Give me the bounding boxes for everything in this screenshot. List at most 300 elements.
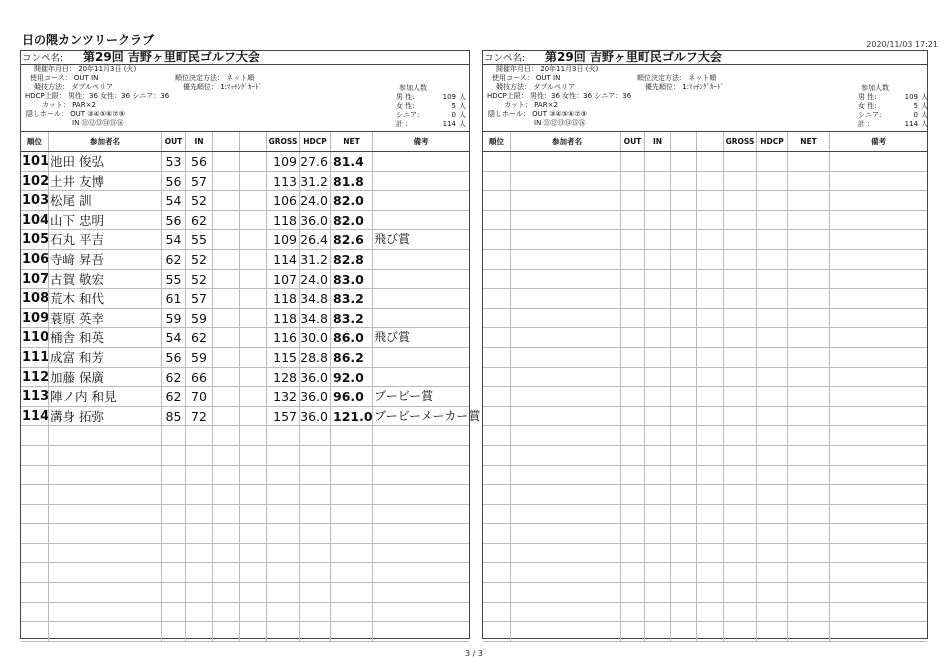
cell-name	[48, 505, 161, 524]
cell-out	[620, 426, 644, 445]
table-row	[21, 466, 469, 486]
cell-hdcp	[756, 211, 787, 230]
cell-b1	[212, 250, 239, 269]
cell-note	[829, 328, 927, 347]
cell-b2	[239, 603, 266, 622]
cell-in	[644, 152, 670, 171]
cell-name	[510, 466, 623, 485]
cell-gross: 109	[266, 230, 299, 249]
cell-rank: 104	[22, 212, 50, 228]
cell-net	[787, 407, 829, 426]
cell-b2	[239, 191, 266, 210]
cell-name	[48, 446, 161, 465]
cell-rank	[483, 466, 510, 485]
cell-b1	[212, 583, 239, 602]
cell-net	[330, 544, 372, 563]
cell-gross	[266, 544, 299, 563]
col-gross: GROSS	[266, 132, 299, 151]
cell-out	[620, 505, 644, 524]
cell-note	[829, 191, 927, 210]
cell-note	[829, 603, 927, 622]
cell-gross	[723, 387, 756, 406]
cell-rank	[483, 583, 510, 602]
cell-b2	[239, 524, 266, 543]
col-name: 参加者名	[48, 132, 161, 151]
cell-in: 62	[185, 211, 212, 230]
cell-hdcp	[299, 505, 330, 524]
table-row	[21, 446, 469, 466]
cell-net: 82.6	[330, 230, 372, 249]
cell-hdcp	[299, 622, 330, 641]
cell-b2	[696, 387, 722, 406]
cell-b1	[212, 622, 239, 641]
cell-out: 61	[161, 289, 185, 308]
table-row	[483, 583, 927, 603]
cell-gross	[266, 524, 299, 543]
cell-in	[644, 348, 670, 367]
cell-rank	[483, 563, 510, 582]
cell-in	[185, 426, 212, 445]
cell-in	[644, 446, 670, 465]
cell-b1	[212, 563, 239, 582]
cell-out	[161, 544, 185, 563]
cell-note	[372, 191, 469, 210]
cell-out	[620, 289, 644, 308]
cell-hdcp	[756, 172, 787, 191]
cell-name: 松尾 訓	[48, 191, 161, 210]
cell-net: 82.8	[330, 250, 372, 269]
cell-gross: 118	[266, 289, 299, 308]
cell-name	[510, 289, 623, 308]
cell-hdcp	[299, 524, 330, 543]
cell-in	[185, 544, 212, 563]
hdcp-line: HDCP上限： 男性：36 女性：36 シニア：36	[487, 92, 632, 100]
cell-out: 55	[161, 270, 185, 289]
cell-net	[330, 485, 372, 504]
cell-name	[510, 426, 623, 445]
cell-hdcp	[756, 544, 787, 563]
date-line: 開催年月日： 20年11月3日 (火)	[496, 65, 599, 73]
cell-out	[620, 583, 644, 602]
table-row	[483, 563, 927, 583]
cell-gross: 132	[266, 387, 299, 406]
cell-rank: 107	[22, 271, 50, 287]
table-row	[21, 230, 469, 250]
table-row	[21, 250, 469, 270]
cell-net	[787, 622, 829, 641]
cell-in: 56	[185, 152, 212, 171]
cell-in	[644, 603, 670, 622]
cell-in	[185, 563, 212, 582]
cell-in	[644, 583, 670, 602]
cell-out: 85	[161, 407, 185, 426]
cell-net	[787, 211, 829, 230]
cell-name	[510, 622, 623, 641]
cell-b1	[670, 505, 696, 524]
cell-net: 81.4	[330, 152, 372, 171]
col-note: 備考	[372, 132, 469, 151]
cell-name	[510, 368, 623, 387]
cell-name	[48, 466, 161, 485]
cell-out	[620, 211, 644, 230]
cell-out	[620, 309, 644, 328]
results-sheet-left	[20, 50, 481, 639]
cell-b2	[239, 309, 266, 328]
table-row	[21, 583, 469, 603]
cell-in: 57	[185, 289, 212, 308]
participants-title: 参加人数	[861, 84, 889, 92]
cell-note	[372, 446, 469, 465]
cell-name: 石丸 平吉	[48, 230, 161, 249]
cell-name	[510, 563, 623, 582]
cell-hdcp	[756, 368, 787, 387]
cell-b1	[212, 544, 239, 563]
cell-b2	[239, 387, 266, 406]
cell-hdcp	[299, 426, 330, 445]
cell-gross: 114	[266, 250, 299, 269]
cell-b1	[212, 407, 239, 426]
table-row	[483, 603, 927, 623]
cell-net	[330, 524, 372, 543]
cell-b1	[670, 407, 696, 426]
cell-name: 土井 友博	[48, 172, 161, 191]
col-out: OUT	[620, 132, 644, 151]
cell-in	[644, 328, 670, 347]
col-gross: GROSS	[723, 132, 756, 151]
cell-b1	[670, 368, 696, 387]
priority-line: 優先順位： 1:ﾏｯﾁﾝｸﾞｶｰﾄﾞ	[183, 83, 263, 91]
col-out: OUT	[161, 132, 185, 151]
cell-in: 52	[185, 250, 212, 269]
comp-title: 第29回 吉野ヶ里町民ゴルフ大会	[545, 50, 722, 64]
cell-hdcp	[756, 603, 787, 622]
cell-net	[330, 603, 372, 622]
cell-note	[372, 466, 469, 485]
cell-in	[644, 622, 670, 641]
cell-in	[644, 505, 670, 524]
cell-net: 82.0	[330, 191, 372, 210]
cell-b2	[239, 446, 266, 465]
col-in: IN	[185, 132, 212, 151]
cell-name	[510, 348, 623, 367]
cell-name: 陣ノ内 和見	[48, 387, 161, 406]
cell-b2	[239, 407, 266, 426]
cell-b1	[212, 387, 239, 406]
cell-b2	[696, 505, 722, 524]
cell-b1	[670, 583, 696, 602]
cell-net	[330, 622, 372, 641]
cell-out: 54	[161, 230, 185, 249]
ranking-method: 順位決定方法： ネット順	[637, 74, 717, 82]
cell-b2	[239, 583, 266, 602]
cell-gross	[266, 466, 299, 485]
cell-note	[372, 544, 469, 563]
cell-name: 池田 俊弘	[48, 152, 161, 171]
cell-b2	[239, 622, 266, 641]
cell-rank	[483, 328, 510, 347]
cell-b1	[670, 348, 696, 367]
cell-note	[829, 230, 927, 249]
cell-b1	[212, 446, 239, 465]
table-row	[483, 466, 927, 486]
cell-net	[787, 524, 829, 543]
cell-gross	[266, 426, 299, 445]
col-name: 参加者名	[510, 132, 623, 151]
cell-rank: 112	[22, 369, 50, 385]
cell-b2	[239, 328, 266, 347]
cell-note: 飛び賞	[372, 230, 469, 249]
count-female: 女 性: 5 人	[396, 102, 466, 110]
cell-hdcp	[756, 328, 787, 347]
cell-gross	[723, 309, 756, 328]
cell-hdcp	[756, 583, 787, 602]
cell-name	[48, 485, 161, 504]
cell-name	[510, 583, 623, 602]
cell-out	[620, 387, 644, 406]
cell-b1	[212, 466, 239, 485]
cell-rank	[483, 524, 510, 543]
cell-rank	[483, 485, 510, 504]
cell-rank	[21, 426, 48, 445]
cell-hdcp	[756, 250, 787, 269]
count-male: 男 性: 109 人	[396, 93, 466, 101]
cell-b1	[212, 230, 239, 249]
cell-net	[330, 505, 372, 524]
cell-out	[161, 466, 185, 485]
cell-hdcp	[299, 563, 330, 582]
participants-title: 参加人数	[399, 84, 427, 92]
cell-note	[829, 407, 927, 426]
cell-b2	[239, 485, 266, 504]
cell-b2	[239, 426, 266, 445]
table-row	[21, 563, 469, 583]
cell-out	[620, 368, 644, 387]
cell-note	[829, 152, 927, 171]
table-row	[483, 172, 927, 192]
cell-hdcp	[756, 309, 787, 328]
cell-hdcp: 31.2	[300, 173, 328, 189]
cell-out	[620, 622, 644, 641]
cell-net	[787, 191, 829, 210]
cell-in: 62	[185, 328, 212, 347]
cell-hdcp	[756, 524, 787, 543]
cell-rank	[21, 505, 48, 524]
cell-hdcp	[756, 152, 787, 171]
cell-gross	[723, 152, 756, 171]
cell-b1	[670, 563, 696, 582]
cell-gross	[266, 563, 299, 582]
cell-in	[644, 270, 670, 289]
col-hdcp: HDCP	[299, 132, 330, 151]
cell-in	[185, 622, 212, 641]
cell-in: 59	[185, 309, 212, 328]
cell-b1	[212, 289, 239, 308]
cell-b2	[696, 485, 722, 504]
cell-gross	[723, 191, 756, 210]
cell-out	[161, 446, 185, 465]
cell-hdcp	[756, 191, 787, 210]
cell-hdcp	[756, 622, 787, 641]
cell-gross	[723, 622, 756, 641]
cell-in	[644, 544, 670, 563]
cell-in	[644, 524, 670, 543]
comp-title: 第29回 吉野ヶ里町民ゴルフ大会	[83, 50, 260, 64]
cell-rank	[21, 446, 48, 465]
cell-b1	[670, 446, 696, 465]
cell-gross	[723, 426, 756, 445]
format-line: 競技方法： ダブルペリア	[34, 83, 113, 91]
cell-out	[620, 348, 644, 367]
cell-net	[787, 485, 829, 504]
sheet-header	[483, 51, 927, 132]
cell-out	[620, 446, 644, 465]
cell-name: 加藤 保廣	[48, 368, 161, 387]
col-rank: 順位	[27, 137, 42, 146]
club-name: 日の隈カンツリークラブ	[22, 33, 155, 47]
cell-b1	[670, 191, 696, 210]
cell-hdcp	[299, 544, 330, 563]
cell-out	[161, 485, 185, 504]
cell-net: 121.0	[330, 407, 372, 426]
cell-gross	[723, 368, 756, 387]
cell-gross: 118	[266, 211, 299, 230]
cell-b2	[696, 622, 722, 641]
col-blank-2	[239, 132, 266, 151]
cell-in: 52	[185, 270, 212, 289]
cell-gross: 157	[266, 407, 299, 426]
table-row	[483, 289, 927, 309]
cell-in: 70	[185, 387, 212, 406]
cell-net	[787, 270, 829, 289]
cell-name	[48, 622, 161, 641]
cell-net: 83.0	[330, 270, 372, 289]
cell-note	[829, 387, 927, 406]
cell-rank	[21, 563, 48, 582]
table-row	[483, 230, 927, 250]
cell-in	[185, 505, 212, 524]
cell-b1	[670, 544, 696, 563]
cell-b2	[696, 583, 722, 602]
cell-rank	[21, 583, 48, 602]
cell-out: 54	[161, 328, 185, 347]
cell-b2	[239, 544, 266, 563]
cell-net: 92.0	[330, 368, 372, 387]
cell-gross	[723, 348, 756, 367]
col-net: NET	[330, 132, 372, 151]
cell-note	[829, 289, 927, 308]
cell-gross: 106	[266, 191, 299, 210]
table-row	[21, 309, 469, 329]
cell-rank	[483, 407, 510, 426]
cell-gross	[723, 250, 756, 269]
cell-b2	[696, 152, 722, 171]
cell-note	[829, 211, 927, 230]
cell-gross	[266, 446, 299, 465]
count-female: 女 性: 5 人	[858, 102, 928, 110]
cut-line: カット： PAR×2	[42, 101, 96, 109]
cell-net	[787, 505, 829, 524]
cell-gross: 107	[266, 270, 299, 289]
cell-gross	[723, 485, 756, 504]
cell-gross: 113	[266, 172, 299, 191]
cell-note	[372, 524, 469, 543]
cell-rank	[483, 426, 510, 445]
cell-note	[829, 622, 927, 641]
participants-counts	[396, 93, 466, 129]
table-row	[21, 544, 469, 564]
cell-b1	[670, 328, 696, 347]
table-row	[21, 603, 469, 623]
cell-net	[787, 152, 829, 171]
cell-b2	[239, 230, 266, 249]
date-line: 開催年月日： 20年11月3日 (火)	[34, 65, 137, 73]
cell-b2	[239, 563, 266, 582]
cell-b1	[670, 387, 696, 406]
cell-net	[787, 426, 829, 445]
cell-net: 86.0	[330, 328, 372, 347]
cell-b2	[696, 466, 722, 485]
cell-name	[510, 172, 623, 191]
cell-b2	[239, 289, 266, 308]
table-row	[21, 426, 469, 446]
cell-rank	[483, 544, 510, 563]
cell-name	[510, 387, 623, 406]
cell-note	[829, 485, 927, 504]
cell-net: 83.2	[330, 289, 372, 308]
cell-in	[185, 583, 212, 602]
comp-label: コンペ名:	[22, 53, 64, 64]
cell-in	[644, 289, 670, 308]
table-row	[21, 622, 469, 642]
cell-b1	[670, 603, 696, 622]
cell-out	[620, 563, 644, 582]
table-row	[483, 328, 927, 348]
cell-in	[185, 446, 212, 465]
cell-b1	[670, 250, 696, 269]
cell-out	[161, 563, 185, 582]
cell-name: 山下 忠明	[48, 211, 161, 230]
cell-rank	[483, 309, 510, 328]
cell-b2	[239, 172, 266, 191]
table-row	[21, 191, 469, 211]
cell-gross	[723, 211, 756, 230]
table-row	[483, 309, 927, 329]
col-blank-2	[696, 132, 722, 151]
cell-rank	[483, 603, 510, 622]
cell-note	[829, 563, 927, 582]
cell-out: 62	[161, 387, 185, 406]
cell-net	[787, 172, 829, 191]
cell-out	[620, 524, 644, 543]
cell-b2	[696, 309, 722, 328]
cell-note	[829, 348, 927, 367]
cell-note	[372, 152, 469, 171]
cell-b2	[239, 466, 266, 485]
cell-note	[372, 583, 469, 602]
cell-b1	[212, 152, 239, 171]
cell-name	[510, 309, 623, 328]
cell-rank: 105	[22, 232, 50, 248]
printed-timestamp: 2020/11/03 17:21	[866, 40, 938, 49]
cell-hdcp: 36.0	[300, 408, 328, 424]
cell-net	[787, 563, 829, 582]
cell-note	[829, 309, 927, 328]
table-header	[21, 132, 469, 152]
cell-hdcp	[756, 348, 787, 367]
cell-net	[787, 289, 829, 308]
cell-name	[510, 544, 623, 563]
cell-b1	[670, 524, 696, 543]
